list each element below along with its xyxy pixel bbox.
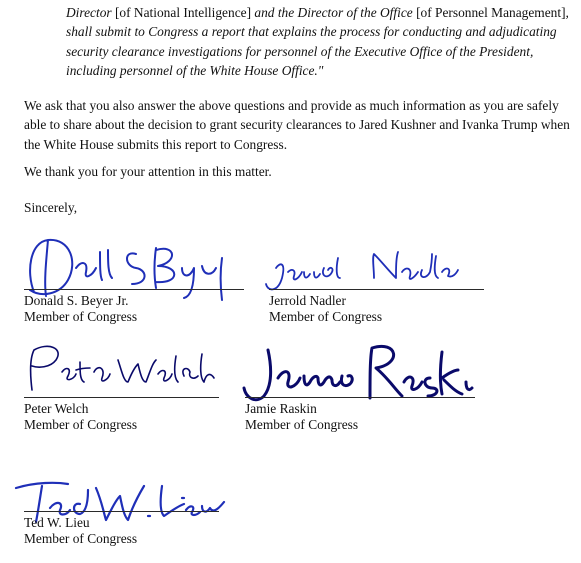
- quote-text-1: Director: [66, 5, 115, 20]
- quote-text-4: [of Personnel Management]: [416, 5, 566, 20]
- signature-line: [24, 397, 219, 398]
- closing-salutation: Sincerely,: [24, 200, 78, 215]
- signatory-title: Member of Congress: [24, 309, 138, 324]
- quoted-statute: [66, 3, 571, 81]
- thanks-paragraph: We thank you for your attention in this matter.: [24, 164, 272, 179]
- signatory-title: Member of Congress: [269, 309, 383, 324]
- signature-beyer: [16, 232, 246, 302]
- signature-line: [269, 289, 484, 290]
- signature-line: [24, 511, 219, 512]
- signatory-title: Member of Congress: [245, 417, 359, 432]
- signatory-name: Ted W. Lieu: [24, 515, 90, 530]
- signatory-name: Peter Welch: [24, 401, 89, 416]
- signature-line: [245, 397, 475, 398]
- signatory-name: Donald S. Beyer Jr.: [24, 293, 129, 308]
- signature-welch: [18, 338, 218, 398]
- request-paragraph: We ask that you also answer the above questions and provide as much information as you are safely able to share about the decision to grant security clearances to Jared Kushner and Ivanka Trump when the White House submits this report to Congress.: [24, 98, 570, 152]
- quote-text-5: , shall submit to Congress a report that explains the process for conducting and adjudicating security clearance investigations for personnel of the Executive Office of the President, including personnel of the White House Office.": [66, 5, 569, 79]
- signatory-name: Jamie Raskin: [245, 401, 317, 416]
- signatory-name: Jerrold Nadler: [269, 293, 346, 308]
- signatory-title: Member of Congress: [24, 531, 138, 546]
- quote-text-3: and the Director of the Office: [254, 5, 417, 20]
- quote-text-2: [of National Intelligence]: [114, 5, 255, 20]
- signature-nadler: [262, 248, 462, 298]
- signatory-title: Member of Congress: [24, 417, 138, 432]
- signature-line: [24, 289, 244, 290]
